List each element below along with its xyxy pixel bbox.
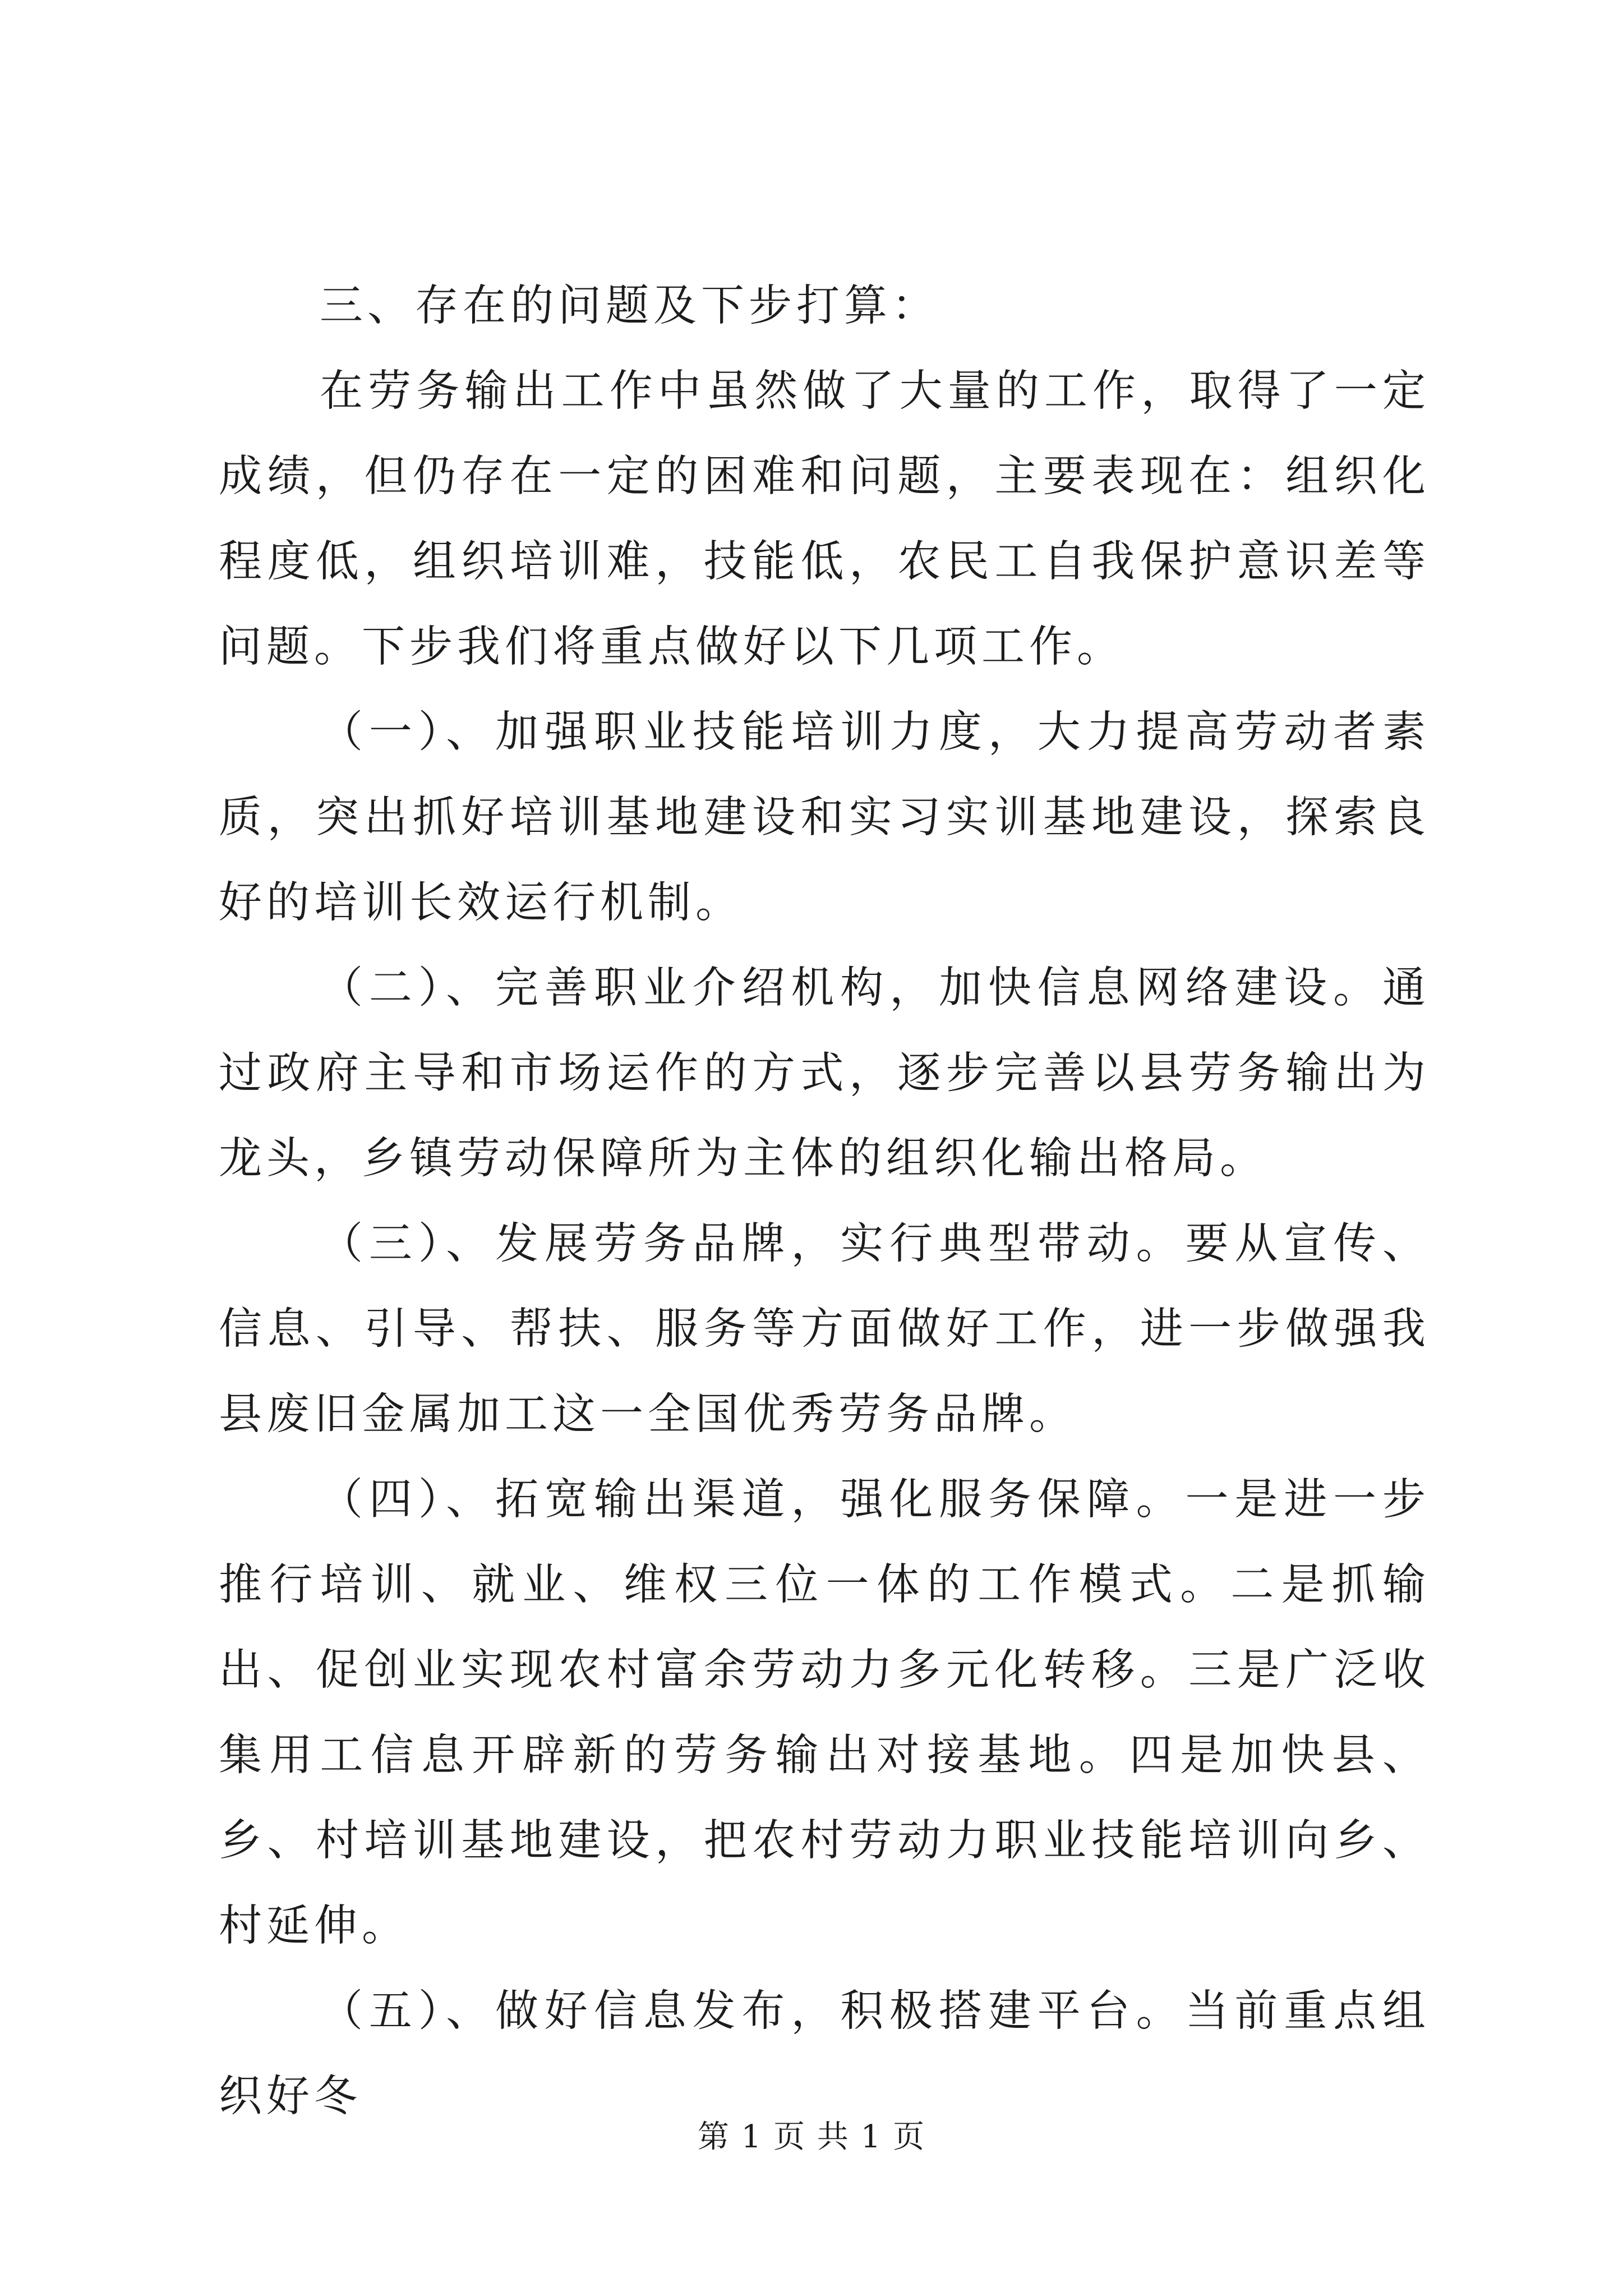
page-number-footer: 第 1 页 共 1 页: [697, 2119, 926, 2155]
paragraph-item-2: （二）、完善职业介绍机构，加快信息网络建设。通过政府主导和市场运作的方式，逐步完善以县劳务输出为龙头，乡镇劳动保障所为主体的组织化输出格局。: [219, 963, 1430, 1184]
section-heading: 三、存在的问题及下步打算：: [320, 281, 939, 331]
document-body: [219, 264, 1430, 2139]
paragraph-item-4: （四）、拓宽输出渠道，强化服务保障。一是进一步推行培训、就业、维权三位一体的工作模式。二是抓输出、促创业实现农村富余劳动力多元化转移。三是广泛收集用工信息开辟新的劳务输出对接基地。四是加快县、乡、村培训基地建设，把农村劳动力职业技能培训向乡、村延伸。: [219, 1475, 1430, 1951]
paragraph-problems: 在劳务输出工作中虽然做了大量的工作，取得了一定成绩，但仍存在一定的困难和问题，主要表现在：组织化程度低，组织培训难，技能低，农民工自我保护意识差等问题。下步我们将重点做好以下几项工作。: [219, 366, 1430, 672]
paragraph-item-5: （五）、做好信息发布，积极搭建平台。当前重点组织好冬: [219, 1986, 1430, 2122]
paragraph-item-1: （一）、加强职业技能培训力度，大力提高劳动者素质，突出抓好培训基地建设和实习实训基地建设，探索良好的培训长效运行机制。: [219, 707, 1430, 928]
paragraph-item-3: （三）、发展劳务品牌，实行典型带动。要从宣传、信息、引导、帮扶、服务等方面做好工作，进一步做强我县废旧金属加工这一全国优秀劳务品牌。: [219, 1219, 1430, 1439]
